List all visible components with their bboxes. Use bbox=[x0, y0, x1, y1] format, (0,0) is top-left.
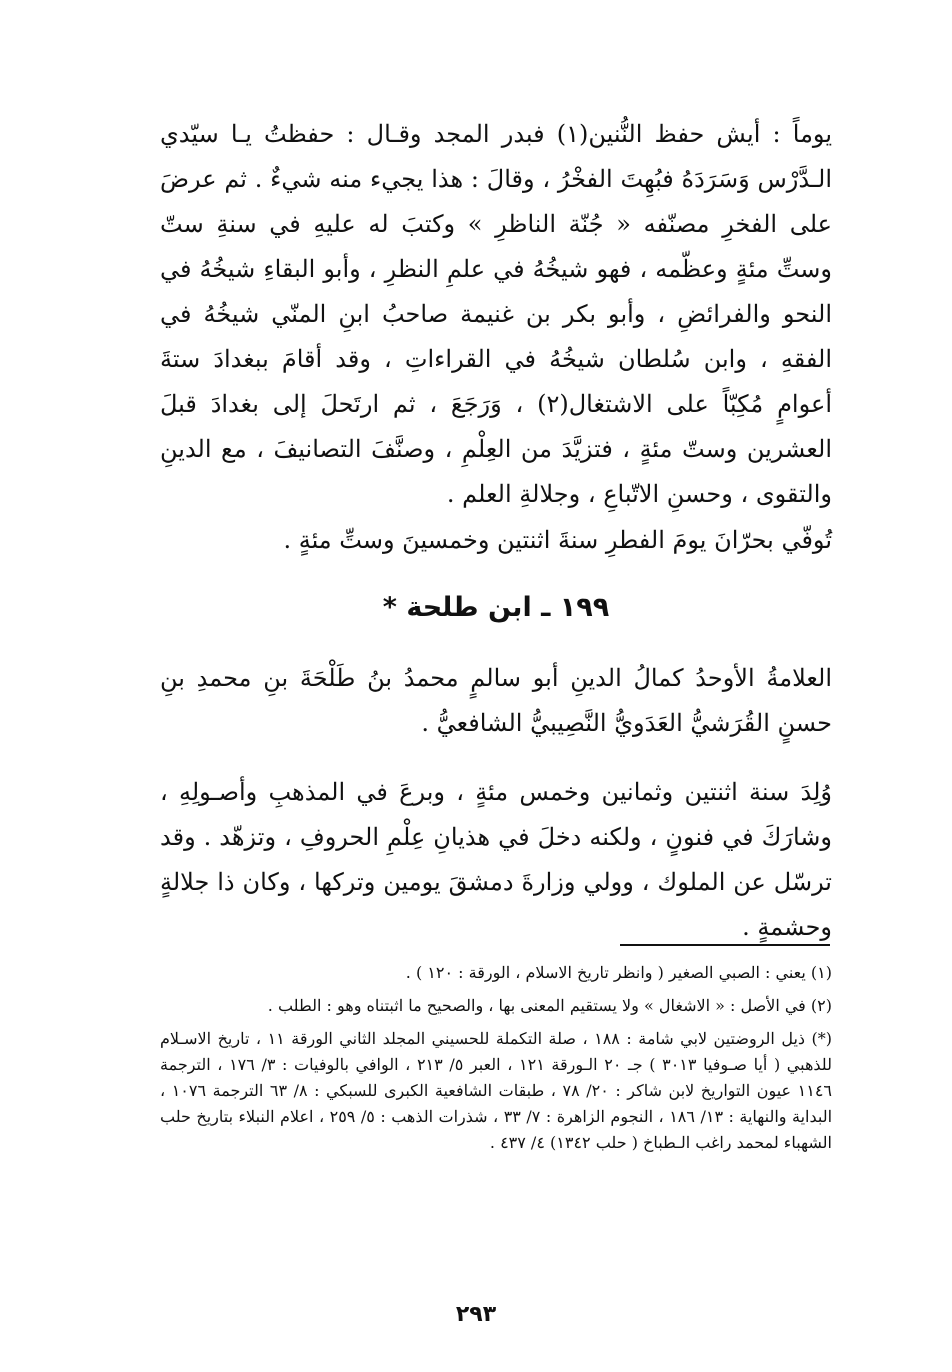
section-heading: ١٩٩ ـ ابن طلحة * bbox=[382, 592, 610, 623]
footnote-divider bbox=[620, 944, 830, 946]
footnote-1: (١) يعني : الصبي الصغير ( وانظر تاريخ الاسلام ، الورقة : ١٢٠ ) . bbox=[405, 963, 832, 982]
paragraph-biography-continuation: يوماً : أيش حفظ النُّنين(١) فبدر المجد وقـال : حفظتُ يـا سيّدي الـدَّرْس وَسَرَدَهُ فبُهِتَ الفخْرُ ، وقالَ : هذا يجيء منه شيءٌ . ثم عرضَ على الفخرِ مصنّفه « جُنّة الناظرِ » وكتبَ له عليهِ في سنةِ ستّ وستِّ مئةٍ وعظّمه ، فهو شيخُهُ في علمِ النظرِ ، وأبو البقاءِ شيخُهُ في النحو والفرائضِ ، وأبو بكر بن غنيمة صاحبُ ابنِ المنّي شيخُهُ في الفقهِ ، وابن سُلطان شيخُهُ في القراءاتِ ، وقد أقامَ ببغدادَ ستةَ أعوامٍ مُكِبّاً على الاشتغال(٢) ، وَرَجَعَ ، ثم ارتَحلَ إلى بغدادَ قبلَ العشرين وستّ مئةٍ ، فتزيَّدَ من العِلْمِ ، وصنَّفَ التصانيفَ ، مع الدينِ والتقوى ، وحسنِ الاتّباعِ ، وجلالةِ العلم . bbox=[160, 120, 833, 508]
paragraph-death-date: تُوفّي بحرّانَ يومَ الفطرِ سنةَ اثنتين وخمسينَ وستِّ مئةٍ . bbox=[283, 526, 832, 554]
paragraph-name-lineage: العلامةُ الأوحدُ كمالُ الدينِ أبو سالمٍ محمدُ بنُ طَلْحَةَ بنِ محمدِ بنِ حسنٍ القُرَشيُّ العَدَويُّ النَّصِيبيُّ الشافعيُّ . bbox=[160, 664, 832, 737]
footnote-sources: (*) ذيل الروضتين لابي شامة : ١٨٨ ، صلة التكملة للحسيني المجلد الثاني الورقة ١١ ، تاريخ الاسـلام للذهبي ( أيا صـوفيا ٣٠١٣ ) جـ ٢٠ الـورقة ١٢١ ، العبر ٥/ ٢١٣ ، الوافي بالوفيات : ٣/ ١٧٦ ، الترجمة ١١٤٦ عيون التواريخ لابن شاكر : ٢٠/ ٧٨ ، طبقات الشافعية الكبرى للسبكي : ٨/ ٦٣ الترجمة ١٠٧٦ ، البداية والنهاية : ١٣/ ١٨٦ ، النجوم الزاهرة : ٧/ ٣٣ ، شذرات الذهب : ٥/ ٢٥٩ ، اعلام النبلاء بتاريخ حلب الشهباء لمحمد راغب الـطباخ ( حلب ١٣٤٢) ٤/ ٤٣٧ . bbox=[160, 1029, 833, 1152]
footnote-2: (٢) في الأصل : « الاشغال » ولا يستقيم المعنى بها ، والصحيح ما اثبتناه وهو : الطلب . bbox=[267, 996, 832, 1015]
paragraph-biography: وُلِدَ سنة اثنتين وثمانين وخمس مئةٍ ، وبرعَ في المذهبِ وأصـولِهِ ، وشارَكَ في فنونٍ ، ولكنه دخلَ في هذيانِ عِلْمِ الحروفِ ، وتزهّد . وقد ترسّل عن الملوك ، وولي وزارةَ دمشقَ يومين وتركها ، وكان ذا جلالةٍ وحشمةٍ . bbox=[160, 778, 832, 941]
page-number: ٢٩٣ bbox=[455, 1302, 497, 1327]
